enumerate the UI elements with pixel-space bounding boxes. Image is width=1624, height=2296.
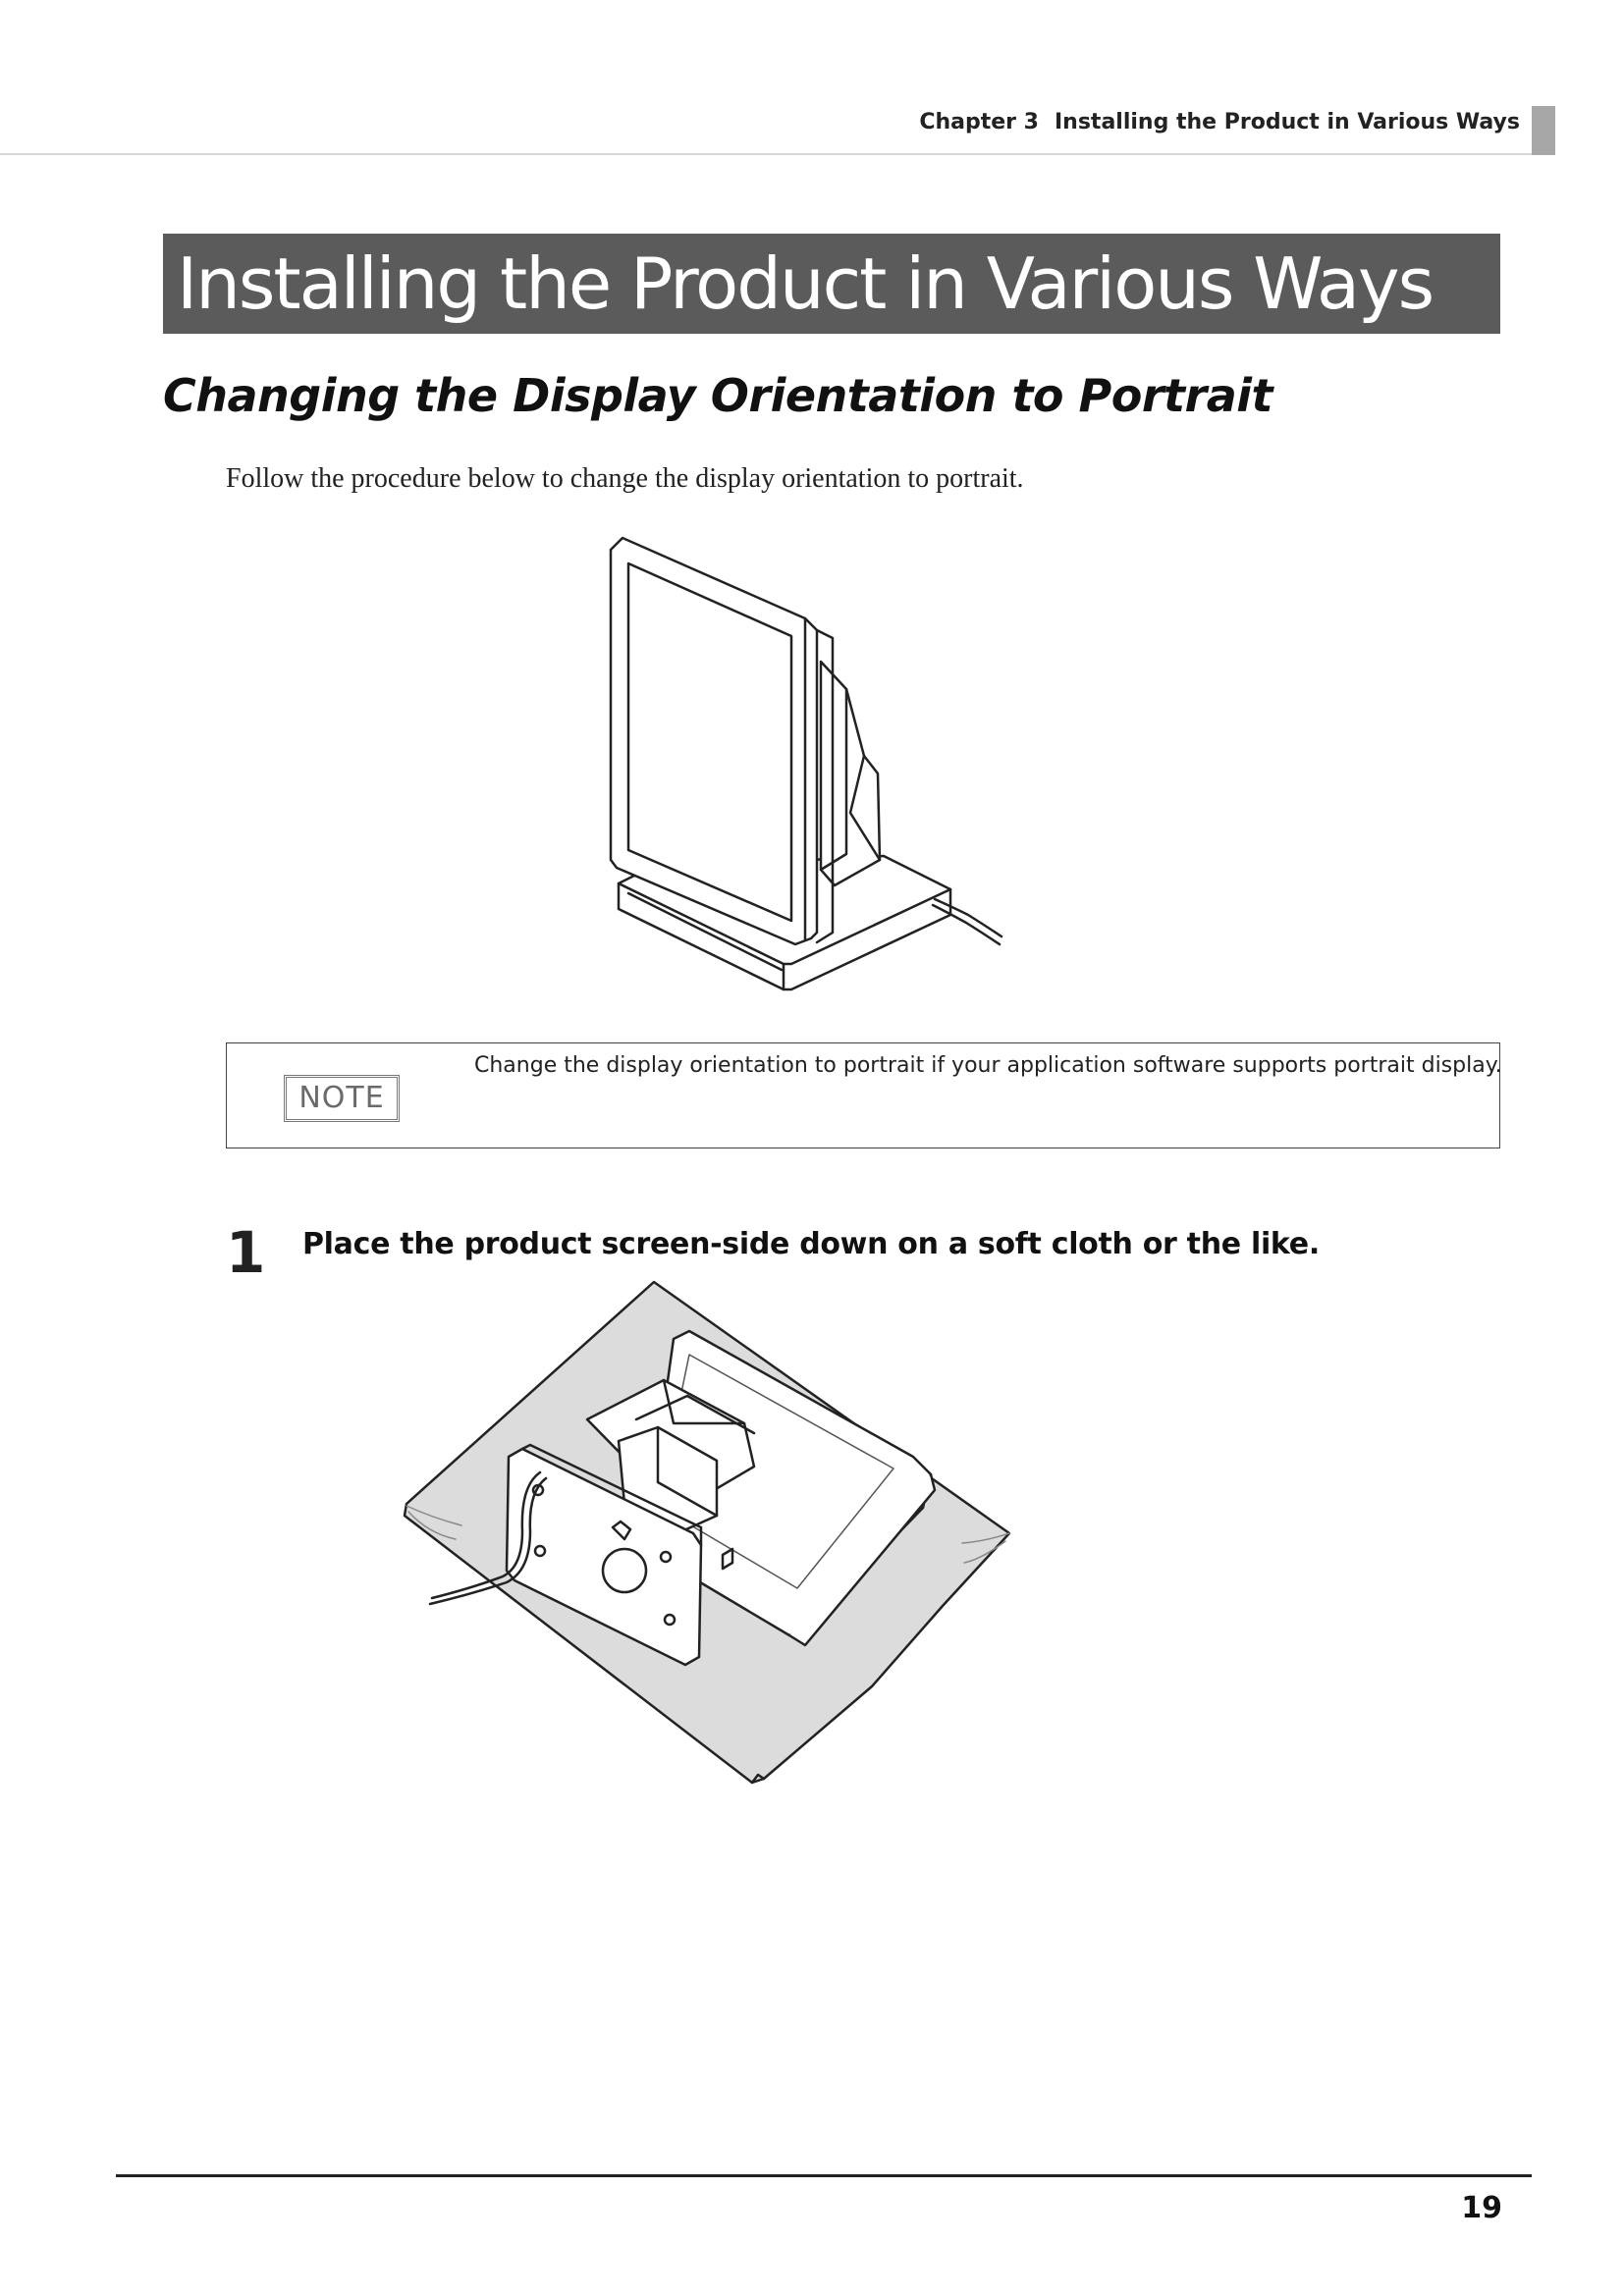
section-heading: Changing the Display Orientation to Portrait	[163, 369, 1273, 422]
note-label: NOTE	[284, 1075, 400, 1122]
page-number: 19	[1461, 2191, 1502, 2225]
running-header	[919, 110, 1520, 134]
step-number: 1	[226, 1219, 266, 1286]
intro-paragraph: Follow the procedure below to change the display orientation to portrait.	[226, 463, 1024, 494]
chapter-tab-marker	[1532, 106, 1555, 155]
product-on-cloth-illustration	[393, 1276, 1041, 1796]
note-text: Change the display orientation to portrait if your application software supports portrait display.	[474, 1053, 1502, 1078]
header-divider	[0, 153, 1555, 155]
footer-divider	[116, 2174, 1532, 2177]
chapter-label: Chapter 3	[919, 110, 1039, 134]
note-box	[226, 1042, 1500, 1148]
page-title: Installing the Product in Various Ways	[177, 242, 1434, 325]
portrait-display-illustration	[589, 520, 1041, 1011]
chapter-title: Installing the Product in Various Ways	[1054, 110, 1520, 134]
page-title-bar	[163, 234, 1500, 334]
step-instruction: Place the product screen-side down on a soft cloth or the like.	[302, 1227, 1320, 1261]
